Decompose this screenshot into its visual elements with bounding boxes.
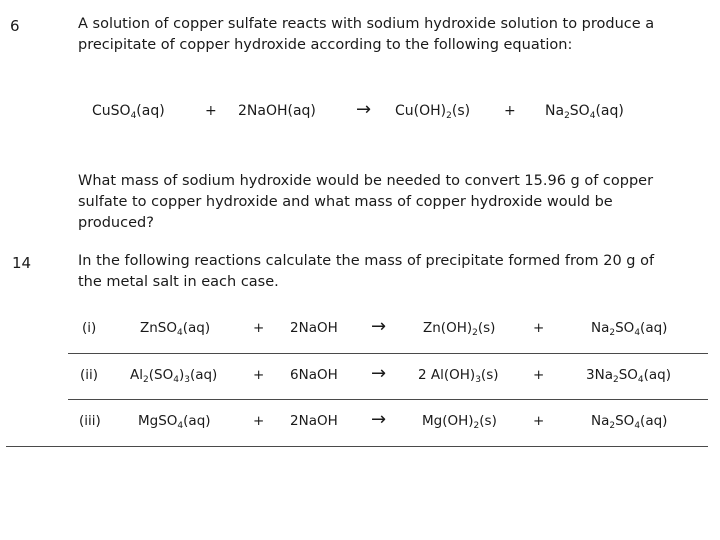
product-sodium-sulfate: $Na_2SO_4(aq)$ <box>591 413 668 431</box>
eq6-plus-1: + <box>205 103 217 119</box>
reactant-sodium-hydroxide: 6NaOH <box>290 367 338 383</box>
question-6-line-1: What mass of sodium hydroxide would be needed to convert 15.96 g of copper <box>78 173 654 189</box>
question-6-intro-line-1: A solution of copper sulfate reacts with sodium hydroxide solution to produce a <box>78 16 655 32</box>
question-6-number: 6 <box>10 17 20 35</box>
eq6-arrow: → <box>356 99 372 120</box>
question-14-intro-line-2: the metal salt in each case. <box>78 274 279 290</box>
question-6-line-3: produced? <box>78 215 154 231</box>
reaction-arrow: → <box>371 363 387 384</box>
reaction-label: (i) <box>82 320 97 336</box>
table-bottom-rule <box>6 446 708 447</box>
reactant-metal-salt: MgSO$_4$(aq) <box>138 413 211 431</box>
product-precipitate: 2 $Al(OH)_3(s)$ <box>418 367 499 385</box>
reaction-label: (iii) <box>79 413 101 429</box>
eq6-product-copper-hydroxide: $Cu(OH)_2(s)$ <box>395 103 471 121</box>
product-sodium-sulfate: $3Na_2SO_4(aq)$ <box>586 367 672 385</box>
reactant-metal-salt: $Al_2(SO_4)_3(aq)$ <box>130 367 218 385</box>
reaction-arrow: → <box>371 409 387 430</box>
product-sodium-sulfate: $Na_2SO_4(aq)$ <box>591 320 668 338</box>
plus-sign-2: + <box>533 413 545 429</box>
product-precipitate: $Zn(OH)_2(s)$ <box>423 320 496 338</box>
eq6-reactant-copper-sulfate: CuSO$_4$(aq) <box>92 103 165 121</box>
eq6-plus-2: + <box>504 103 516 119</box>
plus-sign-2: + <box>533 320 545 336</box>
table-divider <box>68 353 708 354</box>
question-14-number: 14 <box>12 254 32 272</box>
reactant-sodium-hydroxide: 2NaOH <box>290 320 338 336</box>
table-divider <box>68 399 708 400</box>
reactant-sodium-hydroxide: 2NaOH <box>290 413 338 429</box>
question-14-intro-line-1: In the following reactions calculate the mass of precipitate formed from 20 g of <box>78 253 655 269</box>
plus-sign-1: + <box>253 413 265 429</box>
question-6-line-2: sulfate to copper hydroxide and what mass of copper hydroxide would be <box>78 194 613 210</box>
plus-sign-2: + <box>533 367 545 383</box>
question-6-intro-line-2: precipitate of copper hydroxide according to the following equation: <box>78 37 573 53</box>
eq6-reactant-sodium-hydroxide: 2NaOH(aq) <box>238 103 316 119</box>
reaction-label: (ii) <box>80 367 99 383</box>
product-precipitate: $Mg(OH)_2(s)$ <box>422 413 497 431</box>
reaction-arrow: → <box>371 316 387 337</box>
reactant-metal-salt: ZnSO$_4$(aq) <box>140 320 211 338</box>
plus-sign-1: + <box>253 367 265 383</box>
plus-sign-1: + <box>253 320 265 336</box>
eq6-product-sodium-sulfate: $Na_2SO_4(aq)$ <box>545 103 624 121</box>
